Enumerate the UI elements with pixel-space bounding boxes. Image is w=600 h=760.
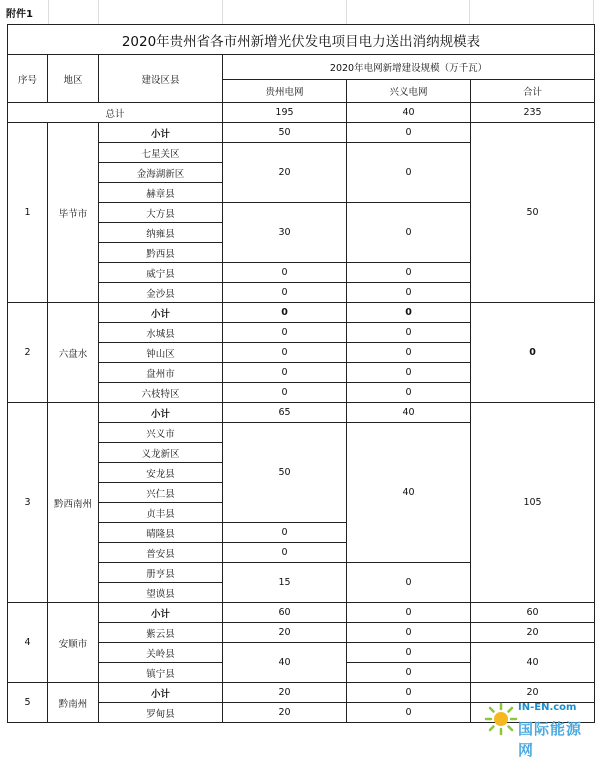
seq-cell: 2 xyxy=(8,303,48,403)
value-cell: 20 xyxy=(223,143,347,203)
sun-icon xyxy=(484,702,518,736)
grand-total-sum: 235 xyxy=(471,103,595,123)
county-cell: 罗甸县 xyxy=(99,703,223,723)
value-cell: 0 xyxy=(347,383,471,403)
value-cell: 0 xyxy=(347,643,471,663)
header-scale: 2020年电网新增建设规模（万千瓦） xyxy=(223,55,595,80)
value-cell: 50 xyxy=(223,423,347,523)
county-cell: 安龙县 xyxy=(99,463,223,483)
region-total: 0 xyxy=(471,303,595,403)
header-region: 地区 xyxy=(48,55,99,103)
value-cell: 0 xyxy=(347,323,471,343)
county-cell: 金海湖新区 xyxy=(99,163,223,183)
value-cell: 50 xyxy=(223,123,347,143)
value-cell: 0 xyxy=(347,283,471,303)
county-cell: 普安县 xyxy=(99,543,223,563)
region-cell: 六盘水 xyxy=(48,303,99,403)
county-cell: 七星关区 xyxy=(99,143,223,163)
grand-total-xy: 40 xyxy=(347,103,471,123)
county-cell: 金沙县 xyxy=(99,283,223,303)
value-cell: 20 xyxy=(223,623,347,643)
value-cell: 0 xyxy=(223,543,347,563)
header-guizhou-grid: 贵州电网 xyxy=(223,80,347,103)
value-cell: 0 xyxy=(347,703,471,723)
value-cell: 0 xyxy=(223,303,347,323)
logo-domain: IN-EN.com xyxy=(518,702,577,713)
table-title: 2020年贵州省各市州新增光伏发电项目电力送出消纳规模表 xyxy=(8,25,595,55)
county-cell: 六枝特区 xyxy=(99,383,223,403)
value-cell: 30 xyxy=(223,203,347,263)
value-cell: 40 xyxy=(223,643,347,683)
county-cell: 纳雍县 xyxy=(99,223,223,243)
value-cell: 0 xyxy=(347,303,471,323)
seq-cell: 4 xyxy=(8,603,48,683)
county-cell: 兴义市 xyxy=(99,423,223,443)
seq-cell: 1 xyxy=(8,123,48,303)
header-county: 建设区县 xyxy=(99,55,223,103)
county-cell: 紫云县 xyxy=(99,623,223,643)
region-total: 105 xyxy=(471,403,595,603)
value-cell: 0 xyxy=(347,683,471,703)
value-cell: 0 xyxy=(347,363,471,383)
county-cell: 水城县 xyxy=(99,323,223,343)
county-cell: 钟山区 xyxy=(99,343,223,363)
value-cell: 0 xyxy=(347,603,471,623)
header-xingyi-grid: 兴义电网 xyxy=(347,80,471,103)
header-total: 合计 xyxy=(471,80,595,103)
value-cell: 40 xyxy=(347,403,471,423)
logo-name: 国际能源网 xyxy=(518,720,583,759)
county-cell: 贞丰县 xyxy=(99,503,223,523)
annex-label: 附件1 xyxy=(6,9,33,20)
region-cell: 黔南州 xyxy=(48,683,99,723)
value-cell: 0 xyxy=(223,383,347,403)
value-cell: 0 xyxy=(347,343,471,363)
value-cell: 0 xyxy=(347,623,471,643)
value-cell: 40 xyxy=(347,423,471,563)
value-cell: 65 xyxy=(223,403,347,423)
grand-total-label: 总计 xyxy=(8,103,223,123)
region-cell: 安顺市 xyxy=(48,603,99,683)
value-cell: 0 xyxy=(223,363,347,383)
county-cell: 册亨县 xyxy=(99,563,223,583)
spreadsheet-gridlines xyxy=(0,0,600,24)
county-cell: 黔西县 xyxy=(99,243,223,263)
watermark-logo xyxy=(480,698,595,759)
value-cell: 0 xyxy=(223,323,347,343)
county-cell: 义龙新区 xyxy=(99,443,223,463)
value-cell: 20 xyxy=(471,683,595,703)
region-cell: 毕节市 xyxy=(48,123,99,303)
county-cell: 大方县 xyxy=(99,203,223,223)
county-cell: 威宁县 xyxy=(99,263,223,283)
subtotal-label: 小计 xyxy=(99,123,223,143)
value-cell: 0 xyxy=(347,143,471,203)
value-cell: 0 xyxy=(223,263,347,283)
county-cell: 镇宁县 xyxy=(99,663,223,683)
grand-total-gz: 195 xyxy=(223,103,347,123)
subtotal-label: 小计 xyxy=(99,403,223,423)
value-cell: 0 xyxy=(223,523,347,543)
county-cell: 赫章县 xyxy=(99,183,223,203)
value-cell: 20 xyxy=(471,623,595,643)
seq-cell: 3 xyxy=(8,403,48,603)
value-cell: 60 xyxy=(471,603,595,623)
seq-cell: 5 xyxy=(8,683,48,723)
value-cell: 0 xyxy=(223,343,347,363)
value-cell: 0 xyxy=(347,123,471,143)
value-cell: 40 xyxy=(471,643,595,683)
capacity-table xyxy=(7,24,595,723)
value-cell: 20 xyxy=(223,683,347,703)
header-seq: 序号 xyxy=(8,55,48,103)
county-cell: 兴仁县 xyxy=(99,483,223,503)
county-cell: 晴隆县 xyxy=(99,523,223,543)
county-cell: 盘州市 xyxy=(99,363,223,383)
subtotal-label: 小计 xyxy=(99,683,223,703)
value-cell: 0 xyxy=(347,203,471,263)
value-cell: 60 xyxy=(223,603,347,623)
value-cell: 0 xyxy=(347,663,471,683)
value-cell: 15 xyxy=(223,563,347,603)
value-cell: 0 xyxy=(347,263,471,283)
value-cell: 0 xyxy=(347,563,471,603)
subtotal-label: 小计 xyxy=(99,603,223,623)
value-cell: 20 xyxy=(223,703,347,723)
county-cell: 关岭县 xyxy=(99,643,223,663)
subtotal-label: 小计 xyxy=(99,303,223,323)
region-total: 50 xyxy=(471,123,595,303)
value-cell: 0 xyxy=(223,283,347,303)
county-cell: 望谟县 xyxy=(99,583,223,603)
region-cell: 黔西南州 xyxy=(48,403,99,603)
